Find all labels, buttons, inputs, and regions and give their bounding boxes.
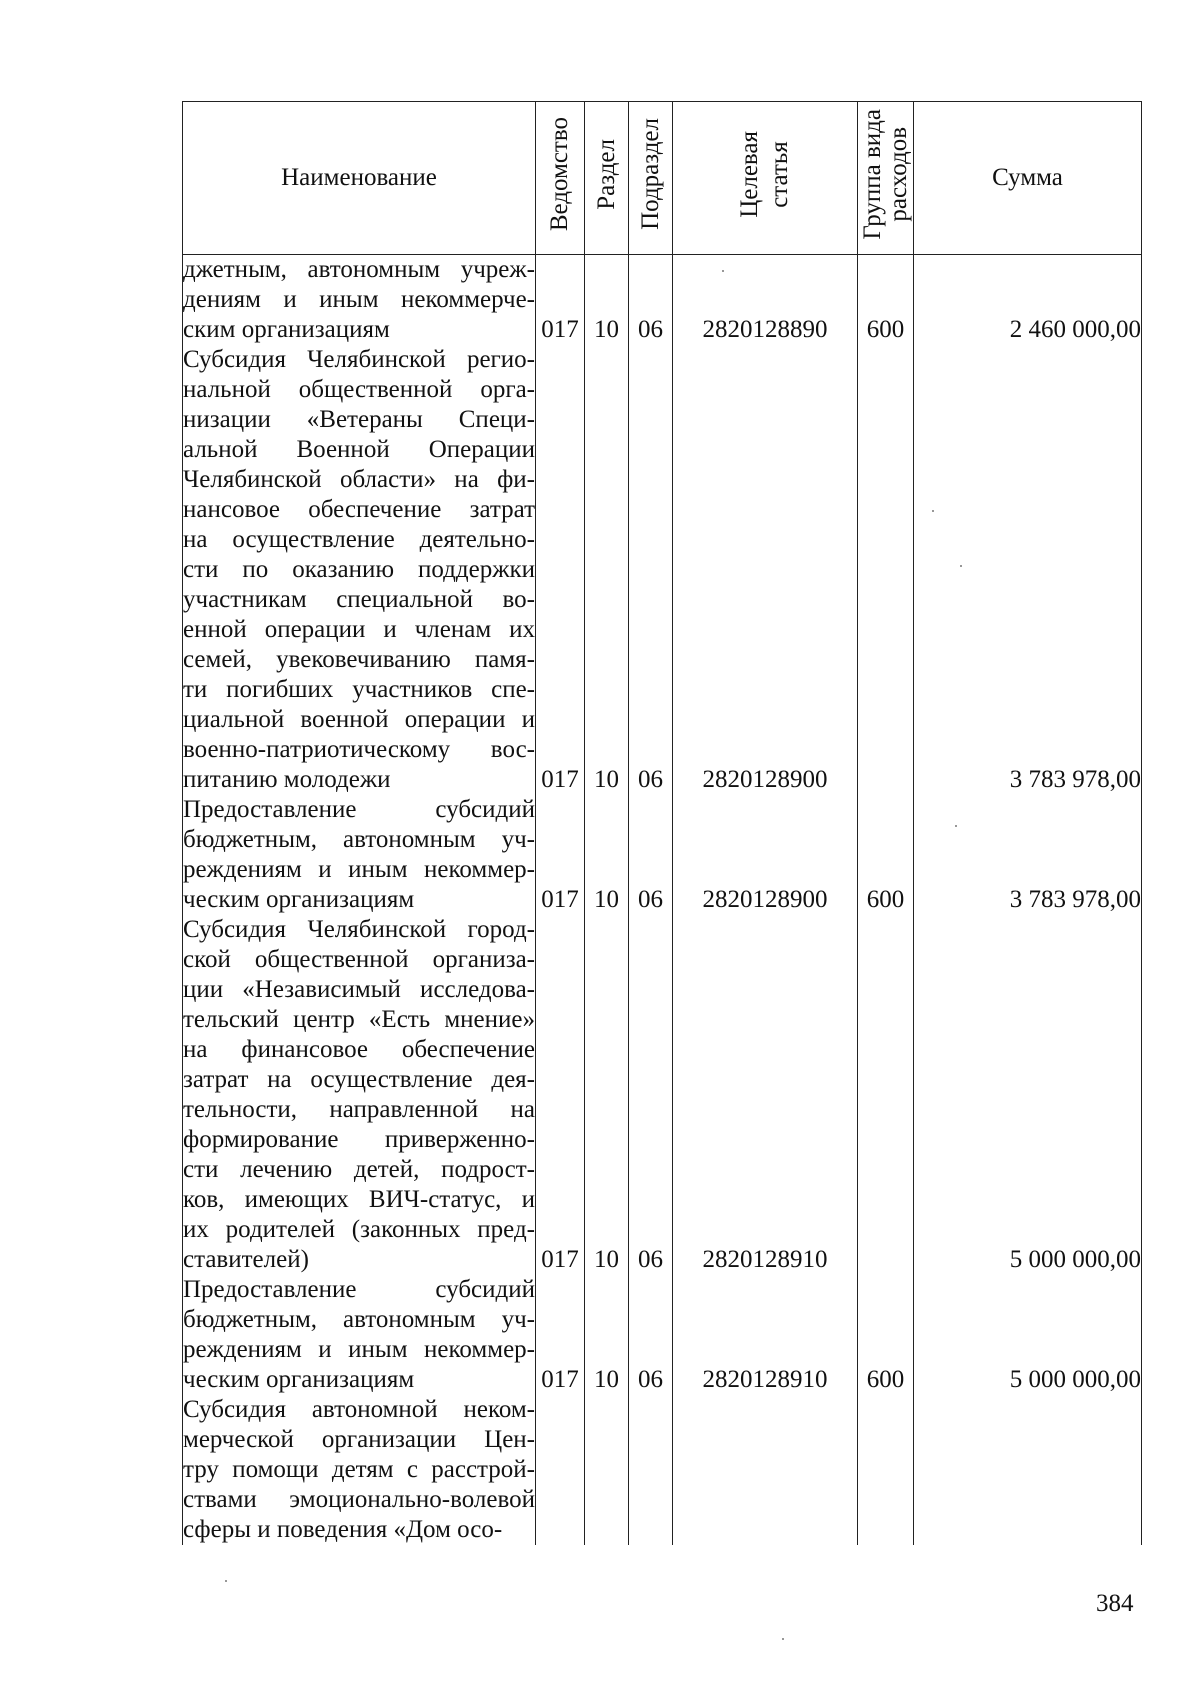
row-name-line: сти лечению детей, подрост- — [183, 1156, 535, 1183]
row-expense-group: 600 — [858, 255, 914, 346]
row-name-line: Челябинской области» на фи- — [183, 466, 535, 493]
row-subsection — [629, 1395, 673, 1545]
row-name-line: сферы и поведения «Дом осо- — [183, 1516, 503, 1543]
row-section: 10 — [585, 1275, 629, 1395]
row-name-line: военно-патриотическому вос- — [183, 736, 535, 763]
row-name-line: циальной военной операции и — [183, 706, 535, 733]
table-row — [183, 915, 1142, 1275]
row-amount: 5 000 000,00 — [914, 915, 1142, 1275]
row-target-article — [673, 1395, 858, 1545]
header-amount: Сумма — [914, 102, 1142, 255]
row-name-line: формирование приверженно- — [183, 1126, 535, 1153]
row-amount: 3 783 978,00 — [914, 345, 1142, 795]
header-name: Наименование — [183, 102, 536, 255]
row-department: 017 — [536, 915, 585, 1275]
row-name-line: ти погибших участников спе- — [183, 676, 535, 703]
row-section: 10 — [585, 255, 629, 346]
row-expense-group: 600 — [858, 1275, 914, 1395]
row-name-cell — [183, 345, 536, 795]
row-section — [585, 1395, 629, 1545]
header-section: Раздел — [585, 102, 629, 255]
row-subsection: 06 — [629, 795, 673, 915]
budget-table — [182, 101, 1142, 1545]
row-target-article: 2820128910 — [673, 1275, 858, 1395]
row-name-line: Предоставление субсидий — [183, 1276, 535, 1303]
row-expense-group — [858, 1395, 914, 1545]
table-row — [183, 345, 1142, 795]
row-name-cell — [183, 1395, 536, 1545]
row-name-line: Субсидия Челябинской регио- — [183, 346, 535, 373]
row-department: 017 — [536, 345, 585, 795]
row-name-line: ков, имеющих ВИЧ-статус, и — [183, 1186, 535, 1213]
row-amount: 5 000 000,00 — [914, 1275, 1142, 1395]
row-name-line: Субсидия Челябинской город- — [183, 916, 535, 943]
row-target-article: 2820128900 — [673, 795, 858, 915]
scan-speck — [722, 270, 724, 272]
row-name-line: ствами эмоционально-волевой — [183, 1486, 535, 1513]
table-row — [183, 255, 1142, 346]
row-name-cell — [183, 255, 536, 346]
row-department: 017 — [536, 1275, 585, 1395]
row-expense-group: 600 — [858, 795, 914, 915]
table-row — [183, 1395, 1142, 1545]
header-department: Ведомство — [536, 102, 585, 255]
row-name-cell — [183, 915, 536, 1275]
row-name-line: на осуществление деятельно- — [183, 526, 535, 553]
row-name-line: бюджетным, автономным уч- — [183, 1306, 535, 1333]
row-name-line: реждениям и иным некоммер- — [183, 1336, 535, 1363]
row-name-line: тру помощи детям с расстрой- — [183, 1456, 535, 1483]
row-subsection: 06 — [629, 915, 673, 1275]
row-amount: 2 460 000,00 — [914, 255, 1142, 346]
row-department: 017 — [536, 795, 585, 915]
row-target-article: 2820128900 — [673, 345, 858, 795]
header-subsection: Подраздел — [629, 102, 673, 255]
row-name-cell — [183, 795, 536, 915]
row-department: 017 — [536, 255, 585, 346]
row-name-line: Субсидия автономной неком- — [183, 1396, 535, 1423]
row-target-article: 2820128890 — [673, 255, 858, 346]
row-target-article: 2820128910 — [673, 915, 858, 1275]
scan-speck — [225, 1580, 227, 1582]
row-name-line: на финансовое обеспечение — [183, 1036, 535, 1063]
header-target-article: Целевая статья — [673, 102, 858, 255]
row-name-line: ставителей) — [183, 1246, 309, 1273]
row-name-line: енной операции и членам их — [183, 616, 535, 643]
table-row — [183, 795, 1142, 915]
row-subsection: 06 — [629, 255, 673, 346]
row-name-line: участникам специальной во- — [183, 586, 535, 613]
row-expense-group — [858, 915, 914, 1275]
row-name-line: ческим организациям — [183, 1366, 415, 1393]
row-section: 10 — [585, 915, 629, 1275]
row-name-line: альной Военной Операции — [183, 436, 535, 463]
scan-speck — [932, 510, 934, 512]
row-department — [536, 1395, 585, 1545]
table-row — [183, 1275, 1142, 1395]
row-name-line: их родителей (законных пред- — [183, 1216, 535, 1243]
row-name-line: мерческой организации Цен- — [183, 1426, 535, 1453]
row-name-line: тельности, направленной на — [183, 1096, 535, 1123]
table-header-row — [183, 102, 1142, 255]
row-section: 10 — [585, 795, 629, 915]
row-amount — [914, 1395, 1142, 1545]
row-name-line: джетным, автономным учреж- — [183, 256, 535, 283]
row-name-line: затрат на осуществление дея- — [183, 1066, 535, 1093]
row-name-line: нансовое обеспечение затрат — [183, 496, 535, 523]
row-name-line: питанию молодежи — [183, 766, 391, 793]
row-name-line: ции «Независимый исследова- — [183, 976, 535, 1003]
header-expense-group: Группа вида расходов — [858, 102, 914, 255]
row-name-line: дениям и иным некоммерче- — [183, 286, 535, 313]
row-section: 10 — [585, 345, 629, 795]
row-expense-group — [858, 345, 914, 795]
row-name-line: сти по оказанию поддержки — [183, 556, 535, 583]
row-name-line: семей, увековечиванию памя- — [183, 646, 535, 673]
row-subsection: 06 — [629, 345, 673, 795]
scan-speck — [782, 1638, 784, 1640]
row-name-line: бюджетным, автономным уч- — [183, 826, 535, 853]
row-name-line: ским организациям — [183, 316, 390, 343]
row-name-cell — [183, 1275, 536, 1395]
page-number: 384 — [1096, 1590, 1134, 1617]
row-amount: 3 783 978,00 — [914, 795, 1142, 915]
row-name-line: ческим организациям — [183, 886, 415, 913]
scan-speck — [955, 825, 957, 827]
row-name-line: ской общественной организа- — [183, 946, 535, 973]
row-name-line: тельский центр «Есть мнение» — [183, 1006, 535, 1033]
scan-speck — [960, 565, 962, 567]
row-name-line: нальной общественной орга- — [183, 376, 535, 403]
row-name-line: Предоставление субсидий — [183, 796, 535, 823]
row-name-line: реждениям и иным некоммер- — [183, 856, 535, 883]
row-name-line: низации «Ветераны Специ- — [183, 406, 535, 433]
row-subsection: 06 — [629, 1275, 673, 1395]
